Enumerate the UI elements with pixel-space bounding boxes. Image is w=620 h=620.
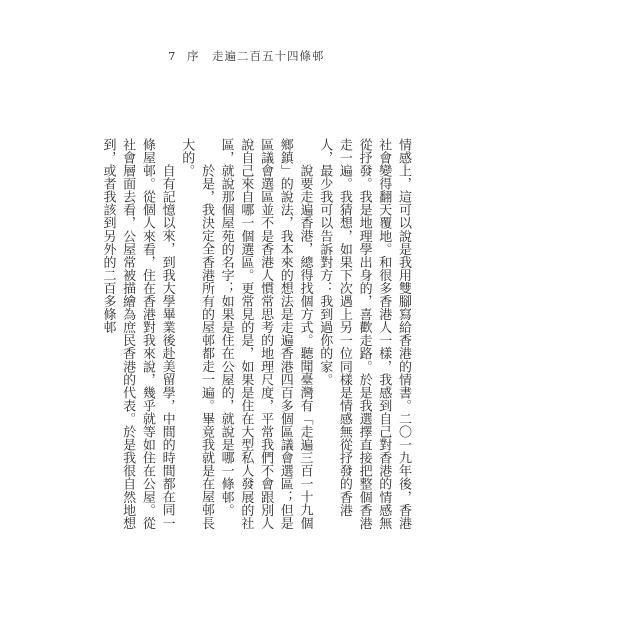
page-number: 7 bbox=[168, 49, 177, 63]
paragraph: 情感上，這可以說是我用雙腳寫給香港的情書。二〇一九年後，香港社會變得翻天覆地。和很多香港人一樣，我感到自己對香港的情感無從抒發。我是地理學出身的，喜歡走路。於是我選擇直接把整個香港走一遍。我猜想，如果下次遇上另一位同樣是情感無從抒發的香港人，最少我可以告訴對方：我到過你的家。 bbox=[317, 138, 411, 530]
running-header bbox=[168, 48, 324, 64]
section-title: 序 走遍二百五十四條邨 bbox=[186, 49, 325, 63]
vertical-body-text bbox=[100, 138, 413, 533]
paragraph: 自有記憶以來，到我大學畢業後赴美留學，中間的時間都在同一條屋邨。從個人來看，住在香港對我來說，幾乎就等如住在公屋。從社會層面去看，公屋常被描繪為庶民香港的代表。於是我很自然地想到，或者我該到另外的二百多條邨 bbox=[100, 138, 175, 530]
paragraph: 於是，我決定全香港所有的屋邨都走一遍。畢竟我就是在屋邨長大的。 bbox=[179, 138, 214, 530]
paragraph: 說要走遍香港，總得找個方式。聽聞臺灣有「走遍三百一十九個鄉鎮」的說法，我本來的想法是走遍香港四百多個區議會選區；但是區議會選區並不是香港人慣常思考的地理尺度，平常我們不會跟別人說自己來自哪一個選區。更常見的是，如果是住在大型私人發展的社區，就說那個屋苑的名字；如果是住在公屋的，就說是哪一條邨。 bbox=[218, 138, 313, 530]
